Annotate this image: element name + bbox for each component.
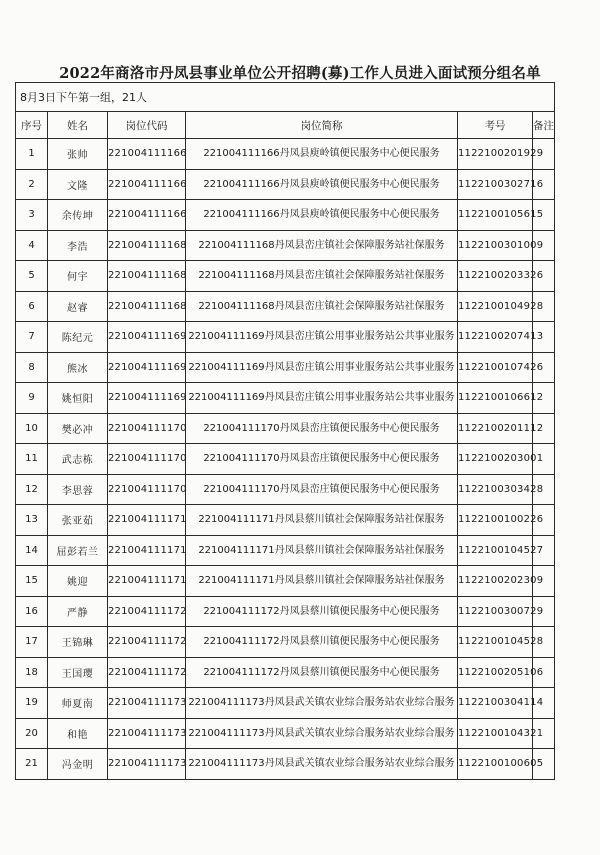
cell-seq: 1 [16,139,48,170]
cell-exam-no: 1122100100226 [458,505,533,536]
cell-name: 姚迎 [48,566,108,597]
cell-job-code: 221004111172 [108,627,186,658]
cell-job-code: 221004111168 [108,230,186,261]
cell-job-code: 221004111168 [108,261,186,292]
cell-exam-no: 1122100104928 [458,291,533,322]
cell-seq: 16 [16,596,48,627]
cell-exam-no: 1122100301009 [458,230,533,261]
cell-exam-no: 1122100105615 [458,200,533,231]
cell-job-title: 221004111169丹凤县峦庄镇公用事业服务站公共事业服务 [186,352,458,383]
cell-job-title: 221004111170丹凤县峦庄镇便民服务中心便民服务 [186,474,458,505]
table-row [16,352,555,383]
cell-name: 熊冰 [48,352,108,383]
cell-job-code: 221004111168 [108,291,186,322]
header-exam-no: 考号 [458,112,533,139]
cell-exam-no: 1122100104321 [458,718,533,749]
table-row [16,718,555,749]
header-job-code: 岗位代码 [108,112,186,139]
table-header-row [16,112,555,139]
cell-name: 王国璎 [48,657,108,688]
cell-job-code: 221004111169 [108,383,186,414]
table-row [16,200,555,231]
cell-job-code: 221004111170 [108,413,186,444]
table-row [16,291,555,322]
cell-job-title: 221004111166丹凤县庾岭镇便民服务中心便民服务 [186,169,458,200]
cell-name: 冯金明 [48,749,108,780]
cell-exam-no: 1122100107426 [458,352,533,383]
cell-job-title: 221004111171丹凤县蔡川镇社会保障服务站社保服务 [186,566,458,597]
cell-seq: 19 [16,688,48,719]
table-row [16,688,555,719]
cell-job-title: 221004111171丹凤县蔡川镇社会保障服务站社保服务 [186,505,458,536]
cell-exam-no: 1122100203326 [458,261,533,292]
cell-seq: 3 [16,200,48,231]
cell-seq: 11 [16,444,48,475]
cell-name: 余传坤 [48,200,108,231]
cell-job-title: 221004111171丹凤县蔡川镇社会保障服务站社保服务 [186,535,458,566]
cell-exam-no: 1122100106612 [458,383,533,414]
table-row [16,230,555,261]
cell-job-code: 221004111170 [108,474,186,505]
cell-seq: 8 [16,352,48,383]
cell-job-code: 221004111170 [108,444,186,475]
table-row [16,322,555,353]
group-info: 8月3日下午第一组，21人 [16,83,555,112]
cell-job-code: 221004111166 [108,169,186,200]
cell-job-code: 221004111169 [108,352,186,383]
cell-name: 张帅 [48,139,108,170]
cell-job-title: 221004111168丹凤县峦庄镇社会保障服务站社保服务 [186,230,458,261]
cell-job-title: 221004111168丹凤县峦庄镇社会保障服务站社保服务 [186,261,458,292]
table-row [16,627,555,658]
cell-name: 陈纪元 [48,322,108,353]
cell-job-title: 221004111173丹凤县武关镇农业综合服务站农业综合服务 [186,718,458,749]
header-job-title: 岗位简称 [186,112,458,139]
cell-exam-no: 1122100100605 [458,749,533,780]
table-row [16,413,555,444]
cell-seq: 17 [16,627,48,658]
cell-name: 张亚茹 [48,505,108,536]
cell-exam-no: 1122100302716 [458,169,533,200]
table-row [16,261,555,292]
table-row [16,566,555,597]
cell-exam-no: 1122100201112 [458,413,533,444]
page-title: 2022年商洛市丹凤县事业单位公开招聘(募)工作人员进入面试预分组名单 [59,65,541,82]
cell-name: 严静 [48,596,108,627]
cell-exam-no: 1122100203001 [458,444,533,475]
table-row [16,383,555,414]
table-row [16,139,555,170]
cell-job-code: 221004111172 [108,657,186,688]
cell-seq: 13 [16,505,48,536]
cell-seq: 7 [16,322,48,353]
cell-job-code: 221004111173 [108,688,186,719]
cell-job-title: 221004111170丹凤县峦庄镇便民服务中心便民服务 [186,444,458,475]
cell-seq: 18 [16,657,48,688]
cell-seq: 5 [16,261,48,292]
cell-job-code: 221004111171 [108,566,186,597]
cell-job-code: 221004111171 [108,505,186,536]
cell-name: 李浩 [48,230,108,261]
cell-seq: 10 [16,413,48,444]
cell-name: 何宇 [48,261,108,292]
cell-job-title: 221004111173丹凤县武关镇农业综合服务站农业综合服务 [186,749,458,780]
cell-name: 李思蓉 [48,474,108,505]
table-row [16,444,555,475]
table-row [16,474,555,505]
cell-seq: 15 [16,566,48,597]
cell-job-code: 221004111166 [108,200,186,231]
group-info-row [16,83,555,112]
header-name: 姓名 [48,112,108,139]
header-seq: 序号 [16,112,48,139]
cell-exam-no: 1122100202309 [458,566,533,597]
cell-name: 赵睿 [48,291,108,322]
table-row [16,749,555,780]
cell-job-title: 221004111168丹凤县峦庄镇社会保障服务站社保服务 [186,291,458,322]
cell-name: 文隆 [48,169,108,200]
cell-exam-no: 1122100300729 [458,596,533,627]
table-row [16,169,555,200]
cell-exam-no: 1122100303428 [458,474,533,505]
interview-roster-table [15,82,555,780]
cell-exam-no: 1122100205106 [458,657,533,688]
cell-exam-no: 1122100201929 [458,139,533,170]
cell-seq: 6 [16,291,48,322]
cell-job-title: 221004111172丹凤县蔡川镇便民服务中心便民服务 [186,657,458,688]
cell-exam-no: 1122100104528 [458,627,533,658]
cell-job-title: 221004111169丹凤县峦庄镇公用事业服务站公共事业服务 [186,322,458,353]
cell-seq: 12 [16,474,48,505]
cell-name: 屈彭若兰 [48,535,108,566]
cell-job-title: 221004111173丹凤县武关镇农业综合服务站农业综合服务 [186,688,458,719]
table-row [16,505,555,536]
table-row [16,535,555,566]
cell-name: 和艳 [48,718,108,749]
cell-job-title: 221004111169丹凤县峦庄镇公用事业服务站公共事业服务 [186,383,458,414]
cell-exam-no: 1122100207413 [458,322,533,353]
cell-job-code: 221004111166 [108,139,186,170]
cell-seq: 21 [16,749,48,780]
cell-job-title: 221004111172丹凤县蔡川镇便民服务中心便民服务 [186,596,458,627]
cell-name: 王锦琳 [48,627,108,658]
cell-name: 姚恒阳 [48,383,108,414]
cell-seq: 2 [16,169,48,200]
cell-seq: 14 [16,535,48,566]
cell-job-title: 221004111170丹凤县峦庄镇便民服务中心便民服务 [186,413,458,444]
cell-job-code: 221004111173 [108,749,186,780]
cell-job-code: 221004111172 [108,596,186,627]
table-row [16,657,555,688]
cell-job-code: 221004111173 [108,718,186,749]
cell-seq: 4 [16,230,48,261]
cell-job-title: 221004111172丹凤县蔡川镇便民服务中心便民服务 [186,627,458,658]
cell-name: 师夏南 [48,688,108,719]
table-row [16,596,555,627]
cell-name: 武志栋 [48,444,108,475]
cell-job-code: 221004111169 [108,322,186,353]
cell-name: 樊必冲 [48,413,108,444]
cell-exam-no: 1122100104527 [458,535,533,566]
cell-seq: 9 [16,383,48,414]
cell-job-title: 221004111166丹凤县庾岭镇便民服务中心便民服务 [186,200,458,231]
cell-job-code: 221004111171 [108,535,186,566]
header-remark: 备注 [533,112,555,139]
cell-exam-no: 1122100304114 [458,688,533,719]
cell-seq: 20 [16,718,48,749]
cell-job-title: 221004111166丹凤县庾岭镇便民服务中心便民服务 [186,139,458,170]
